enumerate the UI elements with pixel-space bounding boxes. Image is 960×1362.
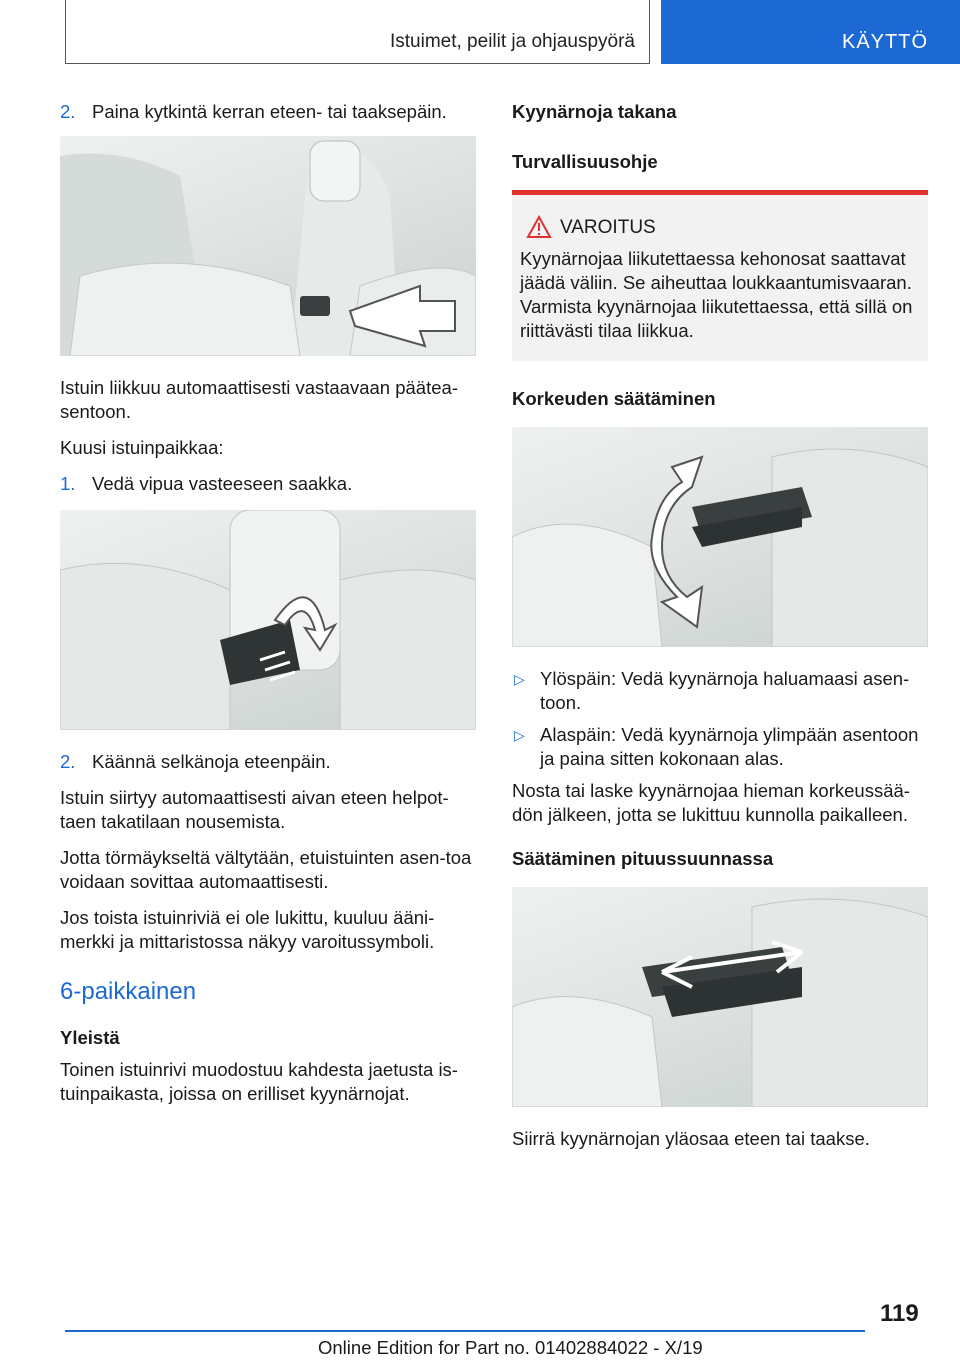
chapter-tab [65, 0, 650, 64]
subsection-heading: Säätäminen pituussuunnassa [512, 848, 774, 869]
warning-title [560, 217, 920, 239]
bullet-text: Ylöspäin: Vedä kyynärnoja haluamaasi asen-toon. [540, 668, 910, 713]
body-paragraph: Kuusi istuinpaikkaa: [60, 437, 224, 458]
section-heading: Kyynärnoja takana [512, 101, 677, 122]
step-item [60, 750, 476, 774]
subsection-heading: Korkeuden säätäminen [512, 388, 716, 409]
bullet-text: Alaspäin: Vedä kyynärnoja ylimpään asentoon ja paina sitten kokonaan alas. [540, 724, 919, 769]
body-paragraph: Istuin siirtyy automaattisesti aivan eteen helpot-taen takatilaan nousemista. [60, 787, 449, 832]
body-paragraph: Istuin liikkuu automaattisesti vastaavaan päätea-sentoon. [60, 377, 458, 422]
bullet-triangle-icon: ▷ [514, 671, 525, 687]
section-tab [661, 0, 960, 64]
body-paragraph: Toinen istuinrivi muodostuu kahdesta jaetusta is-tuinpaikasta, joissa on erilliset kyynärnojat. [60, 1059, 458, 1104]
warning-triangle-icon [526, 215, 552, 245]
body-paragraph: Jotta törmäykseltä vältytään, etuistuinten asen-toa voidaan sovittaa automaattisesti. [60, 847, 472, 892]
footer-edition: Online Edition for Part no. 01402884022 - X/19 [318, 1337, 703, 1358]
lever-illustration [60, 510, 476, 730]
step-item [60, 472, 476, 496]
page-number: 119 [880, 1300, 919, 1327]
page-header [0, 0, 960, 66]
right-column [512, 100, 928, 1163]
body-paragraph: Siirrä kyynärnojan yläosaa eteen tai taakse. [512, 1128, 870, 1149]
seat-switch-illustration [60, 136, 476, 356]
body-paragraph: Nosta tai laske kyynärnojaa hieman korkeussää-dön jälkeen, jotta se lukittuu kunnolla paikalleen. [512, 780, 910, 825]
step-number: 2. [60, 101, 76, 122]
warning-box [512, 190, 928, 361]
step-text: Paina kytkintä kerran eteen- tai taaksepäin. [92, 101, 447, 122]
step-number: 1. [60, 473, 76, 494]
body-paragraph: Jos toista istuinriviä ei ole lukittu, kuuluu ääni-merkki ja mittaristossa näkyy varoitussymboli. [60, 907, 435, 952]
step-item [60, 100, 476, 124]
armrest-height-illustration [512, 427, 928, 647]
bullet-item [512, 723, 928, 771]
step-text: Käännä selkänoja eteenpäin. [92, 751, 331, 772]
left-column [60, 100, 476, 1118]
warning-text: Kyynärnojaa liikutettaessa kehonosat saattavat jäädä väliin. Se aiheuttaa loukkaantumisvaaran. Varmista kyynärnojaa liikutettaessa, että sillä on riittävästi tilaa liikkua. [520, 248, 913, 341]
step-number: 2. [60, 751, 76, 772]
bullet-item [512, 667, 928, 715]
armrest-longitudinal-illustration [512, 887, 928, 1107]
chapter-title: Istuimet, peilit ja ohjauspyörä [389, 31, 635, 52]
footer-divider [65, 1330, 865, 1332]
subsection-heading: Yleistä [60, 1027, 120, 1048]
step-text: Vedä vipua vasteeseen saakka. [92, 473, 353, 494]
section-heading: 6-paikkainen [60, 978, 197, 1005]
warning-label: VAROITUS [560, 217, 656, 238]
subsection-heading: Turvallisuusohje [512, 151, 658, 172]
section-title: KÄYTTÖ [841, 31, 928, 53]
bullet-triangle-icon: ▷ [514, 727, 525, 743]
